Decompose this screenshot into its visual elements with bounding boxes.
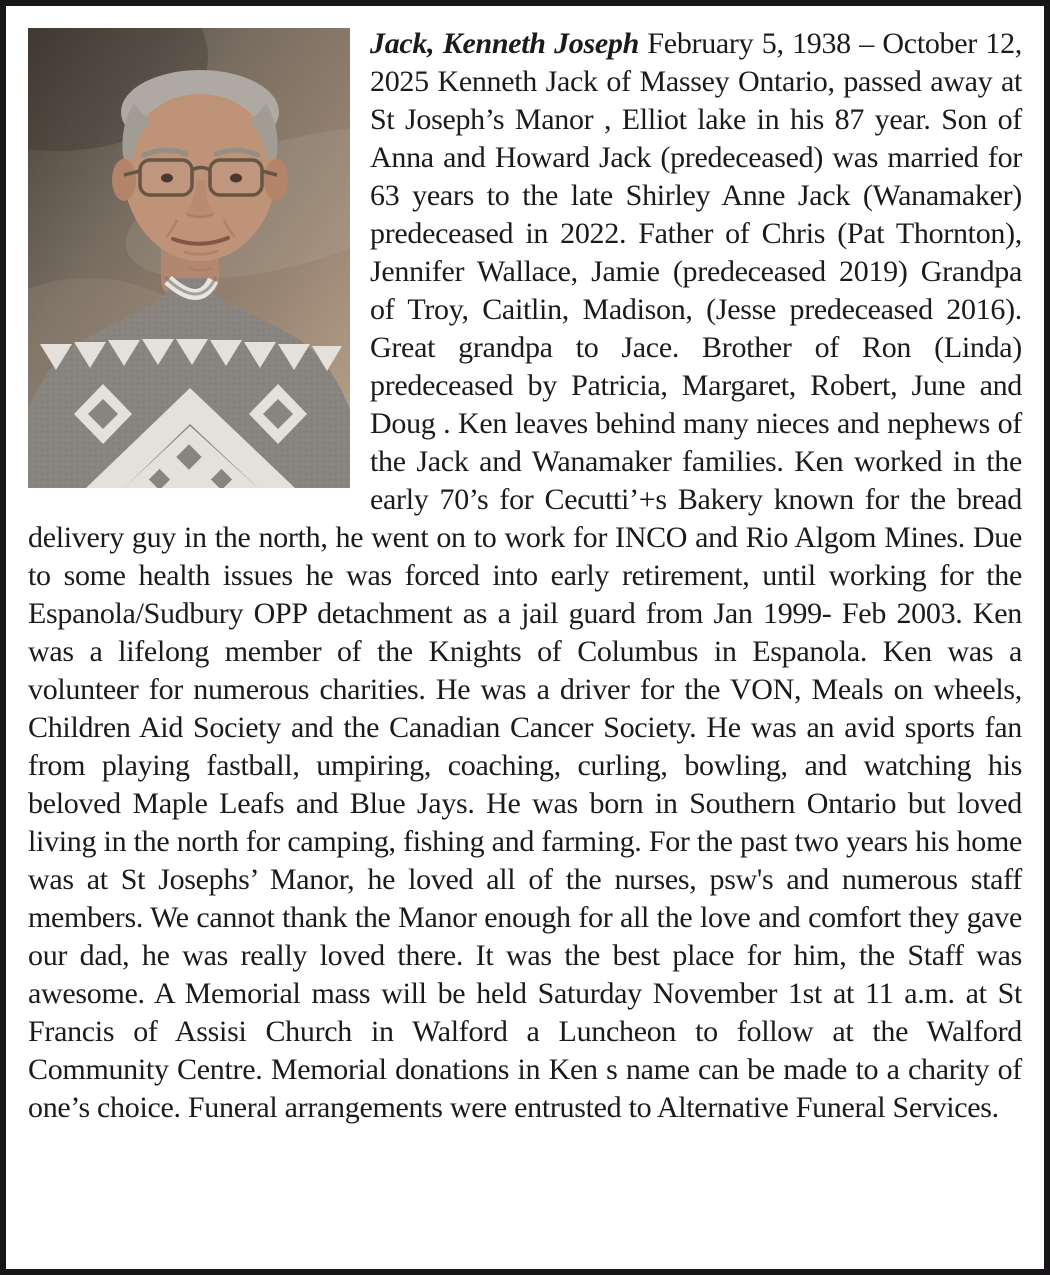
obituary-body: February 5, 1938 – October 12, 2025 Kenneth Jack of Massey Ontario, passed away at St Joseph’s Manor , Elliot lake in his 87 year. Son of Anna and Howard Jack (predeceased) was married for 63 years to the late Shirley Anne Jack (Wanamaker) predeceased in 2022. Father of Chris (Pat Thornton), Jennifer Wallace, Jamie (predeceased 2019) Grandpa of Troy, Caitlin, Madison, (Jesse predeceased 2016). Great grandpa to Jace. Brother of Ron (Linda) predeceased by Patricia, Margaret, Robert, June and Doug . Ken leaves behind many nieces and nephews of the Jack and Wanamaker families. Ken worked in the early 70’s for Cecutti’+s Bakery known for the bread delivery guy in the north, he went on to work for INCO and Rio Algom Mines. Due to some health issues he was forced into early retirement, until working for the Espanola/Sudbury OPP detachment as a jail guard from Jan 1999- Feb 2003. Ken was a lifelong member of the Knights of Columbus in Espanola. Ken was a volunteer for numerous charities. He was a driver for the VON, Meals on wheels, Children Aid Society and the Canadian Cancer Society. He was an avid sports fan from playing fastball, umpiring, coaching, curling, bowling, and watching his beloved Maple Leafs and Blue Jays. He was born in Southern Ontario but loved living in the north for camping, fishing and farming. For the past two years his home was at St Josephs’ Manor, he loved all of the nurses, psw's and numerous staff members. We cannot thank the Manor enough for all the love and comfort they gave our dad, he was really loved there. It was the best place for him, the Staff was awesome. A Memorial mass will be held Saturday November 1st at 11 a.m. at St Francis of Assisi Church in Walford a Luncheon to follow at the Walford Community Centre. Memorial donations in Ken s name can be made to a charity of one’s choice. Funeral arrangements were entrusted to Alternative Funeral Services.: [28, 27, 1022, 1124]
portrait-photo: [28, 28, 350, 488]
deceased-name: Jack, Kenneth Joseph: [370, 27, 639, 60]
